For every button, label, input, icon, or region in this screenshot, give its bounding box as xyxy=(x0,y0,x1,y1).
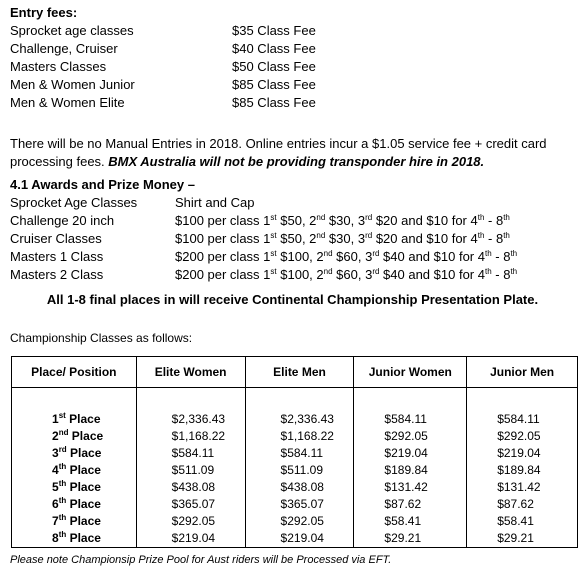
table-row xyxy=(12,411,578,428)
transponder-note: BMX Australia will not be providing transponder hire in 2018. xyxy=(108,154,485,169)
place-cell xyxy=(12,479,137,496)
fee-class-label: Men & Women Junior xyxy=(10,77,135,92)
ordinal-suffix: nd xyxy=(316,231,326,240)
ordinal-suffix: rd xyxy=(372,249,380,258)
ordinal-suffix: th xyxy=(484,249,492,258)
column-header: Junior Men xyxy=(467,357,578,388)
fee-amount: $35 Class Fee xyxy=(232,23,316,38)
award-prize xyxy=(175,213,510,229)
prize-text: - 8 xyxy=(484,213,504,228)
prize-text: $20 and $10 for 4 xyxy=(372,213,478,228)
prize-text: $20 and $10 for 4 xyxy=(372,231,478,246)
place-cell xyxy=(12,445,137,462)
prize-cell: $584.11 xyxy=(136,445,245,462)
place-cell xyxy=(12,496,137,513)
prize-cell: $365.07 xyxy=(245,496,354,513)
place-number: 4 xyxy=(52,463,59,477)
prize-text: - 8 xyxy=(491,267,511,282)
prize-cell: $292.05 xyxy=(136,513,245,530)
ordinal-suffix: rd xyxy=(58,445,67,454)
ordinal-suffix: st xyxy=(270,249,277,258)
spacer-cell xyxy=(245,388,354,412)
table-spacer-row xyxy=(12,388,578,412)
place-number: 8 xyxy=(52,531,59,545)
fee-amount: $50 Class Fee xyxy=(232,59,316,74)
award-class-label: Cruiser Classes xyxy=(10,231,102,246)
prize-cell: $365.07 xyxy=(136,496,245,513)
place-cell xyxy=(12,428,137,445)
ordinal-suffix: nd xyxy=(323,249,333,258)
prize-cell: $511.09 xyxy=(136,462,245,479)
prize-cell: $219.04 xyxy=(467,445,578,462)
award-prize xyxy=(175,249,517,265)
prize-cell: $131.42 xyxy=(354,479,467,496)
prize-cell: $438.08 xyxy=(136,479,245,496)
award-class-label: Challenge 20 inch xyxy=(10,213,115,228)
prize-cell: $2,336.43 xyxy=(136,411,245,428)
table-row xyxy=(12,513,578,530)
table-row xyxy=(12,445,578,462)
ordinal-suffix: th xyxy=(58,530,67,539)
fee-class-label: Men & Women Elite xyxy=(10,95,125,110)
place-number: 6 xyxy=(52,497,59,511)
spacer-cell xyxy=(354,388,467,412)
awards-heading: 4.1 Awards and Prize Money – xyxy=(10,177,195,192)
ordinal-suffix: nd xyxy=(316,213,326,222)
fee-class-label: Sprocket age classes xyxy=(10,23,134,38)
prize-cell: $438.08 xyxy=(245,479,354,496)
prize-cell: $511.09 xyxy=(245,462,354,479)
place-suffix: Place xyxy=(66,480,101,494)
prize-cell: $219.04 xyxy=(245,530,354,548)
ordinal-suffix: st xyxy=(58,411,66,420)
award-prize xyxy=(175,231,510,247)
prize-cell: $58.41 xyxy=(354,513,467,530)
entry-fees-heading: Entry fees: xyxy=(10,5,78,20)
prize-cell: $219.04 xyxy=(354,445,467,462)
prize-text: $200 per class 1 xyxy=(175,249,271,264)
fee-class-label: Challenge, Cruiser xyxy=(10,41,118,56)
place-number: 3 xyxy=(52,446,59,460)
prize-cell: $584.11 xyxy=(245,445,354,462)
ordinal-suffix: th xyxy=(477,213,485,222)
ordinal-suffix: th xyxy=(484,267,492,276)
ordinal-suffix: st xyxy=(270,267,277,276)
place-cell xyxy=(12,513,137,530)
ordinal-suffix: th xyxy=(503,231,510,240)
prize-text: $50, 2 xyxy=(276,231,317,246)
prize-text: $100 per class 1 xyxy=(175,231,271,246)
award-class-label: Masters 2 Class xyxy=(10,267,104,282)
ordinal-suffix: th xyxy=(503,213,510,222)
prize-cell: $87.62 xyxy=(354,496,467,513)
prize-cell: $292.05 xyxy=(467,428,578,445)
award-prize xyxy=(175,267,517,283)
prize-cell: $189.84 xyxy=(354,462,467,479)
prize-cell: $292.05 xyxy=(354,428,467,445)
table-row xyxy=(12,479,578,496)
prize-cell: $219.04 xyxy=(136,530,245,548)
ordinal-suffix: nd xyxy=(323,267,333,276)
prize-text: - 8 xyxy=(491,249,511,264)
place-cell xyxy=(12,411,137,428)
place-suffix: Place xyxy=(66,514,101,528)
prize-text: $40 and $10 for 4 xyxy=(379,267,485,282)
prize-text: $100, 2 xyxy=(276,249,324,264)
prize-cell: $292.05 xyxy=(245,513,354,530)
prize-cell: $29.21 xyxy=(354,530,467,548)
prize-cell: $584.11 xyxy=(467,411,578,428)
prize-text: $30, 3 xyxy=(325,213,366,228)
place-number: 7 xyxy=(52,514,59,528)
table-row xyxy=(12,428,578,445)
award-class-label: Masters 1 Class xyxy=(10,249,104,264)
column-header: Junior Women xyxy=(354,357,467,388)
ordinal-suffix: rd xyxy=(365,213,373,222)
prize-text: $100 per class 1 xyxy=(175,213,271,228)
ordinal-suffix: nd xyxy=(58,428,69,437)
ordinal-suffix: th xyxy=(58,462,67,471)
prize-text: $50, 2 xyxy=(276,213,317,228)
entries-note-line1: There will be no Manual Entries in 2018. Online entries incur a $1.05 service fee + credit card xyxy=(10,136,547,151)
ordinal-suffix: rd xyxy=(365,231,373,240)
ordinal-suffix: rd xyxy=(372,267,380,276)
prize-cell: $131.42 xyxy=(467,479,578,496)
entries-note-line2 xyxy=(10,154,484,170)
award-prize: Shirt and Cap xyxy=(175,195,255,210)
place-number: 2 xyxy=(52,429,59,443)
prize-text: $60, 3 xyxy=(332,249,373,264)
place-suffix: Place xyxy=(68,429,104,443)
fee-amount: $40 Class Fee xyxy=(232,41,316,56)
championship-prize-table xyxy=(11,356,578,548)
prize-cell: $29.21 xyxy=(467,530,578,548)
column-header: Place/ Position xyxy=(12,357,137,388)
ordinal-suffix: th xyxy=(58,513,67,522)
place-cell xyxy=(12,530,137,548)
place-suffix: Place xyxy=(65,412,101,426)
prize-text: $40 and $10 for 4 xyxy=(379,249,485,264)
prize-cell: $2,336.43 xyxy=(245,411,354,428)
column-header: Elite Women xyxy=(136,357,245,388)
spacer-cell xyxy=(12,388,137,412)
place-suffix: Place xyxy=(66,446,102,460)
column-header: Elite Men xyxy=(245,357,354,388)
place-suffix: Place xyxy=(66,497,101,511)
prize-text: - 8 xyxy=(484,231,504,246)
prize-cell: $1,168.22 xyxy=(245,428,354,445)
place-suffix: Place xyxy=(66,531,101,545)
prize-cell: $584.11 xyxy=(354,411,467,428)
table-row xyxy=(12,462,578,479)
ordinal-suffix: st xyxy=(270,213,277,222)
fee-amount: $85 Class Fee xyxy=(232,95,316,110)
place-number: 5 xyxy=(52,480,59,494)
ordinal-suffix: th xyxy=(510,267,518,276)
table-row xyxy=(12,530,578,548)
prize-cell: $87.62 xyxy=(467,496,578,513)
fee-class-label: Masters Classes xyxy=(10,59,107,74)
ordinal-suffix: th xyxy=(510,249,518,258)
award-class-label: Sprocket Age Classes xyxy=(10,195,138,210)
spacer-cell xyxy=(136,388,245,412)
prize-text: $200 per class 1 xyxy=(175,267,271,282)
plate-note: All 1-8 final places in will receive Continental Championship Presentation Plate. xyxy=(46,292,539,307)
spacer-cell xyxy=(467,388,578,412)
championship-intro: Championship Classes as follows: xyxy=(10,331,193,345)
prize-cell: $189.84 xyxy=(467,462,578,479)
prize-cell: $1,168.22 xyxy=(136,428,245,445)
table-row xyxy=(12,496,578,513)
place-cell xyxy=(12,462,137,479)
prize-text: $30, 3 xyxy=(325,231,366,246)
prize-text: $100, 2 xyxy=(276,267,324,282)
fee-amount: $85 Class Fee xyxy=(232,77,316,92)
ordinal-suffix: st xyxy=(270,231,277,240)
ordinal-suffix: th xyxy=(58,479,67,488)
prize-cell: $58.41 xyxy=(467,513,578,530)
ordinal-suffix: th xyxy=(58,496,67,505)
ordinal-suffix: th xyxy=(477,231,485,240)
prize-text: $60, 3 xyxy=(332,267,373,282)
place-number: 1 xyxy=(52,412,59,426)
eft-note: Please note Championsip Prize Pool for Aust riders will be Processed via EFT. xyxy=(10,554,392,566)
entries-note-plain: processing fees. xyxy=(10,154,109,169)
place-suffix: Place xyxy=(66,463,101,477)
